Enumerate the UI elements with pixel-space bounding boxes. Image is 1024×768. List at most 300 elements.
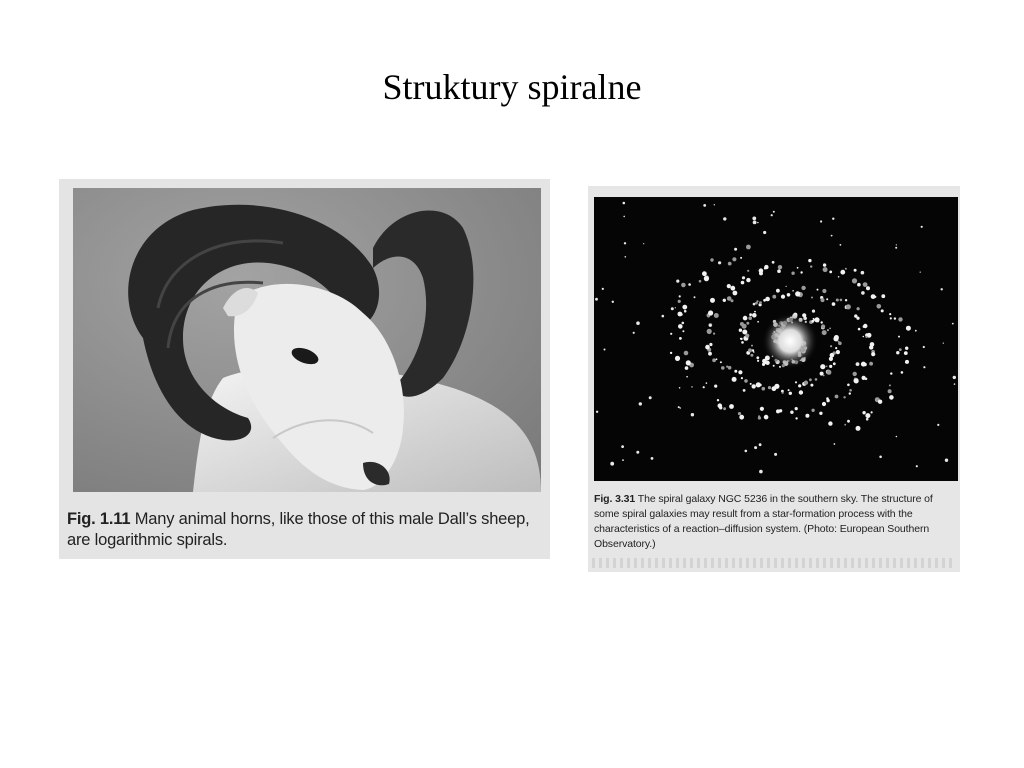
galaxy-arm-dot <box>836 299 839 302</box>
galaxy-arm-dot <box>862 411 865 414</box>
galaxy-arm-dot <box>863 282 868 287</box>
galaxy-arm-dot <box>721 366 725 370</box>
galaxy-arm-dot <box>764 415 769 420</box>
star-dot <box>595 298 598 301</box>
galaxy-arm-dot <box>748 316 752 320</box>
galaxy-arm-dot <box>854 379 859 384</box>
galaxy-arm-dot <box>828 421 832 425</box>
galaxy-arm-dot <box>726 366 728 368</box>
galaxy-arm-dot <box>678 300 681 303</box>
star-dot <box>703 204 706 207</box>
galaxy-arm-dot <box>826 298 828 300</box>
galaxy-arm-dot <box>747 270 749 272</box>
star-dot <box>649 396 652 399</box>
star-dot <box>772 261 775 264</box>
galaxy-arm-dot <box>756 382 761 387</box>
star-dot <box>921 226 923 228</box>
galaxy-arm-dot <box>877 304 882 309</box>
star-dot <box>759 470 763 474</box>
galaxy-arm-dot <box>688 283 691 286</box>
galaxy-arm-dot <box>714 385 717 388</box>
galaxy-arm-dot <box>709 324 712 327</box>
galaxy-arm-dot <box>762 387 766 391</box>
star-dot <box>757 321 759 323</box>
galaxy-arm-dot <box>823 375 825 377</box>
bleed-through-text <box>592 558 956 568</box>
star-dot <box>953 376 956 379</box>
star-dot <box>773 211 775 213</box>
galaxy-arm-dot <box>853 372 857 376</box>
galaxy-arm-dot <box>833 362 836 365</box>
galaxy-arm-dot <box>749 313 752 316</box>
star-dot <box>621 445 624 448</box>
galaxy-arm-dot <box>849 389 852 392</box>
galaxy-arm-dot <box>863 324 867 328</box>
star-dot <box>812 310 815 313</box>
star-dot <box>916 465 918 467</box>
galaxy-arm-dot <box>830 345 832 347</box>
star-dot <box>923 346 925 348</box>
galaxy-arm-dot <box>713 333 715 335</box>
star-dot <box>954 383 956 385</box>
star-dot <box>753 303 756 306</box>
star-dot <box>636 451 639 454</box>
star-dot <box>675 307 676 308</box>
star-dot <box>856 362 860 366</box>
galaxy-arm-dot <box>821 321 823 323</box>
galaxy-arm-dot <box>881 309 884 312</box>
galaxy-arm-dot <box>682 305 687 310</box>
figure-label: Fig. 1.11 <box>67 510 131 528</box>
star-dot <box>694 296 696 298</box>
star-dot <box>754 446 757 449</box>
galaxy-arm-dot <box>787 293 791 297</box>
galaxy-arm-dot <box>805 414 809 418</box>
galaxy-arm-dot <box>742 324 747 329</box>
galaxy-arm-dot <box>896 351 899 354</box>
galaxy-arm-dot <box>731 299 734 302</box>
caption-text: The spiral galaxy NGC 5236 in the southern sky. The structure of some spiral galaxies may result from a star-formation process with the characteristics of a reaction–diffusion system. (Photo: European Southern Observatory.) <box>594 493 933 550</box>
galaxy-arm-dot <box>762 359 767 364</box>
galaxy-arm-dot <box>889 313 891 315</box>
star-dot <box>937 424 939 426</box>
galaxy-arm-dot <box>846 304 851 309</box>
galaxy-arm-dot <box>734 370 737 373</box>
galaxy-arm-dot <box>838 342 842 346</box>
galaxy-arm-dot <box>865 413 870 418</box>
star-dot <box>678 406 680 408</box>
galaxy-arm-dot <box>789 392 792 395</box>
galaxy-arm-dot <box>678 324 683 329</box>
galaxy-arm-dot <box>822 289 826 293</box>
galaxy-arm-dot <box>857 283 861 287</box>
galaxy-arm-dot <box>906 326 911 331</box>
galaxy-arm-dot <box>847 420 850 423</box>
galaxy-arm-dot <box>723 299 726 302</box>
galaxy-arm-dot <box>738 412 741 415</box>
figure-label: Fig. 3.31 <box>594 493 636 505</box>
galaxy-arm-dot <box>811 409 814 412</box>
galaxy-arm-dot <box>823 267 828 272</box>
star-dot <box>671 307 674 310</box>
galaxy-arm-dot <box>808 259 811 262</box>
galaxy-arm-dot <box>703 386 705 388</box>
galaxy-arm-dot <box>708 352 712 356</box>
galaxy-arm-dot <box>730 286 735 291</box>
galaxy-arm-dot <box>739 415 744 420</box>
star-dot <box>633 332 635 334</box>
star-dot <box>723 217 726 220</box>
galaxy-arm-dot <box>765 297 770 302</box>
star-dot <box>896 436 898 438</box>
galaxy-arm-dot <box>858 328 861 331</box>
galaxy-arm-dot <box>754 311 756 313</box>
galaxy-arm-dot <box>773 365 775 367</box>
galaxy-arm-dot <box>854 269 857 272</box>
galaxy-arm-dot <box>898 336 900 338</box>
galaxy-arm-dot <box>732 377 737 382</box>
galaxy-arm-dot <box>871 294 876 299</box>
galaxy-arm-dot <box>821 298 825 302</box>
star-dot <box>838 276 840 278</box>
galaxy-arm-dot <box>788 389 790 391</box>
star-dot <box>786 286 787 287</box>
galaxy-arm-dot <box>704 276 709 281</box>
star-dot <box>774 453 777 456</box>
galaxy-arm-dot <box>760 407 764 411</box>
galaxy-arm-dot <box>845 268 847 270</box>
galaxy-arm-dot <box>744 379 748 383</box>
galaxy-arm-dot <box>712 358 716 362</box>
star-dot <box>622 459 624 461</box>
galaxy-arm-dot <box>733 291 738 296</box>
galaxy-arm-dot <box>835 395 839 399</box>
star-dot <box>625 256 627 258</box>
galaxy-arm-dot <box>799 390 803 394</box>
galaxy-arm-dot <box>899 348 902 351</box>
galaxy-arm-dot <box>835 347 837 349</box>
galaxy-arm-dot <box>772 295 776 299</box>
galaxy-arm-dot <box>750 383 752 385</box>
galaxy-arm-dot <box>774 384 779 389</box>
galaxy-arm-dot <box>820 364 825 369</box>
star-dot <box>771 214 773 216</box>
galaxy-photo <box>594 197 958 481</box>
star-dot <box>945 459 948 462</box>
galaxy-arm-dot <box>741 377 743 379</box>
star-dot <box>757 222 758 223</box>
star-dot <box>879 456 882 459</box>
galaxy-arm-dot <box>829 271 832 274</box>
star-dot <box>895 247 897 249</box>
star-dot <box>662 315 665 318</box>
galaxy-arm-dot <box>898 317 902 321</box>
star-dot <box>752 217 756 221</box>
galaxy-arm-dot <box>708 310 713 315</box>
galaxy-arm-dot <box>727 284 731 288</box>
galaxy-arm-dot <box>707 315 710 318</box>
star-dot <box>679 387 681 389</box>
galaxy-arm-dot <box>740 338 742 340</box>
galaxy-arm-dot <box>854 314 857 317</box>
star-dot <box>623 216 625 218</box>
galaxy-arm-dot <box>682 330 684 332</box>
galaxy-arm-dot <box>821 324 825 328</box>
galaxy-arm-dot <box>748 348 752 352</box>
galaxy-arm-dot <box>710 298 715 303</box>
galaxy-arm-dot <box>670 333 672 335</box>
star-dot <box>915 330 917 332</box>
galaxy-arm-dot <box>757 360 759 362</box>
sheep-photo <box>73 188 541 492</box>
galaxy-arm-dot <box>888 389 892 393</box>
galaxy-arm-dot <box>790 411 793 414</box>
galaxy-arm-dot <box>815 378 818 381</box>
galaxy-arm-dot <box>738 370 742 374</box>
galaxy-arm-dot <box>810 265 812 267</box>
galaxy-arm-dot <box>716 358 718 360</box>
galaxy-arm-dot <box>699 280 702 283</box>
galaxy-arm-dot <box>889 384 891 386</box>
star-dot <box>820 220 822 222</box>
galaxy-arm-dot <box>826 399 829 402</box>
galaxy-arm-dot <box>706 382 708 384</box>
sheep-illustration <box>73 188 541 492</box>
star-dot <box>952 323 954 325</box>
galaxy-arm-dot <box>670 352 672 354</box>
galaxy-arm-dot <box>878 400 882 404</box>
galaxy-arm-dot <box>901 371 904 374</box>
star-dot <box>831 235 833 237</box>
galaxy-arm-dot <box>871 411 873 413</box>
galaxy-arm-dot <box>822 402 826 406</box>
galaxy-arm-dot <box>829 328 831 330</box>
galaxy-arm-dot <box>732 257 736 261</box>
star-dot <box>651 457 654 460</box>
galaxy-arm-dot <box>829 365 832 368</box>
galaxy-arm-dot <box>723 407 726 410</box>
galaxy-arm-dot <box>904 351 908 355</box>
galaxy-arm-dot <box>751 345 753 347</box>
galaxy-arm-dot <box>752 313 757 318</box>
galaxy-arm-dot <box>691 386 693 388</box>
galaxy-arm-dot <box>795 407 798 410</box>
galaxy-arm-dot <box>866 286 870 290</box>
galaxy-arm-dot <box>710 258 713 261</box>
star-dot <box>636 321 640 325</box>
star-dot <box>734 248 737 251</box>
galaxy-arm-dot <box>707 329 712 334</box>
galaxy-arm-dot <box>826 366 828 368</box>
galaxy-arm-dot <box>871 352 875 356</box>
galaxy-caption <box>594 492 958 552</box>
star-dot <box>861 271 865 275</box>
star-dot <box>714 204 715 205</box>
galaxy-arm-dot <box>826 370 831 375</box>
galaxy-arm-dot <box>881 294 885 298</box>
galaxy-arm-dot <box>778 265 782 269</box>
galaxy-arm-dot <box>709 343 712 346</box>
galaxy-arm-dot <box>844 424 846 426</box>
galaxy-arm-dot <box>782 392 784 394</box>
star-dot <box>923 366 925 368</box>
galaxy-arm-dot <box>795 417 797 419</box>
galaxy-arm-dot <box>810 384 813 387</box>
star-dot <box>832 218 834 220</box>
galaxy-arm-dot <box>743 316 748 321</box>
galaxy-arm-dot <box>832 302 836 306</box>
galaxy-arm-dot <box>890 372 892 374</box>
galaxy-arm-dot <box>862 376 866 380</box>
star-dot <box>763 231 766 234</box>
star-dot <box>941 288 943 290</box>
galaxy-arm-dot <box>804 381 808 385</box>
galaxy-arm-dot <box>870 342 875 347</box>
galaxy-arm-dot <box>791 272 794 275</box>
galaxy-arm-dot <box>764 265 768 269</box>
galaxy-arm-dot <box>740 257 742 259</box>
galaxy-arm-dot <box>756 300 758 302</box>
star-dot <box>610 462 614 466</box>
star-dot <box>759 443 762 446</box>
galaxy-arm-dot <box>750 354 753 357</box>
star-dot <box>596 411 598 413</box>
galaxy-arm-dot <box>852 278 857 283</box>
star-dot <box>682 322 685 325</box>
star-dot <box>623 202 626 205</box>
star-dot <box>602 288 604 290</box>
galaxy-arm-dot <box>686 376 688 378</box>
galaxy-arm-dot <box>679 337 682 340</box>
star-dot <box>691 413 694 416</box>
galaxy-arm-dot <box>728 262 732 266</box>
star-dot <box>639 402 642 405</box>
galaxy-arm-dot <box>679 295 681 297</box>
star-dot <box>866 418 869 421</box>
galaxy-arm-dot <box>819 412 822 415</box>
galaxy-arm-dot <box>889 395 894 400</box>
star-dot <box>604 349 606 351</box>
caption-text: Many animal horns, like those of this male Dall’s sheep, are logarithmic spirals. <box>67 510 530 549</box>
galaxy-arm-dot <box>811 297 813 299</box>
star-dot <box>684 310 687 313</box>
galaxy-arm-dot <box>758 416 761 419</box>
star-dot <box>718 261 721 264</box>
star-dot <box>795 381 797 383</box>
galaxy-arm-dot <box>746 278 750 282</box>
galaxy-arm-dot <box>752 384 756 388</box>
galaxy-arm-dot <box>801 286 805 290</box>
star-dot <box>834 443 836 445</box>
sheep-caption <box>67 509 545 551</box>
galaxy-arm-dot <box>714 313 719 318</box>
galaxy-arm-dot <box>822 330 827 335</box>
star-dot <box>896 244 897 245</box>
galaxy-arm-dot <box>684 351 689 356</box>
star-dot <box>742 276 745 279</box>
galaxy-arm-dot <box>827 329 829 331</box>
galaxy-arm-dot <box>905 362 907 364</box>
galaxy-arm-dot <box>728 366 732 370</box>
galaxy-arm-dot <box>739 329 742 332</box>
galaxy-arm-dot <box>830 353 835 358</box>
galaxy-arm-dot <box>781 295 785 299</box>
star-dot <box>920 272 921 273</box>
galaxy-arm-dot <box>776 409 780 413</box>
galaxy-arm-dot <box>843 396 845 398</box>
galaxy-arm-dot <box>795 291 800 296</box>
galaxy-arm-dot <box>741 281 745 285</box>
galaxy-arm-dot <box>840 270 845 275</box>
galaxy-arm-dot <box>834 335 839 340</box>
galaxy-arm-dot <box>759 301 762 304</box>
galaxy-arm-dot <box>756 356 759 359</box>
star-dot <box>792 290 794 292</box>
galaxy-arm-dot <box>705 345 710 350</box>
galaxy-arm-dot <box>817 289 819 291</box>
galaxy-arm-dot <box>863 363 866 366</box>
figure-galaxy <box>588 186 960 572</box>
galaxy-arm-dot <box>768 386 771 389</box>
star-dot <box>745 450 748 453</box>
star-dot <box>840 244 842 246</box>
galaxy-illustration <box>594 197 958 481</box>
galaxy-arm-dot <box>814 317 819 322</box>
galaxy-arm-dot <box>776 289 780 293</box>
galaxy-arm-dot <box>718 403 723 408</box>
galaxy-arm-dot <box>729 404 734 409</box>
galaxy-arm-dot <box>849 392 851 394</box>
star-dot <box>753 221 757 225</box>
star-dot <box>943 343 944 344</box>
galaxy-arm-dot <box>798 384 801 387</box>
galaxy-arm-dot <box>752 349 754 351</box>
galaxy-arm-dot <box>845 299 847 301</box>
galaxy-arm-dot <box>894 317 896 319</box>
galaxy-arm-dot <box>746 322 749 325</box>
galaxy-arm-dot <box>823 263 826 266</box>
galaxy-arm-dot <box>746 245 751 250</box>
star-dot <box>643 243 644 244</box>
star-dot <box>624 242 626 244</box>
galaxy-arm-dot <box>686 360 691 365</box>
galaxy-arm-dot <box>809 378 812 381</box>
galaxy-arm-dot <box>685 366 689 370</box>
star-dot <box>743 389 746 392</box>
galaxy-arm-dot <box>741 341 744 344</box>
galaxy-arm-dot <box>863 336 865 338</box>
galaxy-arm-dot <box>720 361 722 363</box>
galaxy-arm-dot <box>759 268 764 273</box>
galaxy-arm-dot <box>675 356 680 361</box>
galaxy-arm-dot <box>890 317 892 319</box>
slide-title: Struktury spiralne <box>382 67 642 107</box>
galaxy-arm-dot <box>836 350 840 354</box>
galaxy-arm-dot <box>797 267 799 269</box>
figure-sheep <box>59 179 550 559</box>
galaxy-arm-dot <box>905 347 908 350</box>
star-dot <box>861 291 865 295</box>
galaxy-arm-dot <box>681 283 686 288</box>
galaxy-arm-dot <box>847 384 850 387</box>
galaxy-arm-dot <box>717 399 719 401</box>
galaxy-arm-dot <box>869 362 873 366</box>
galaxy-arm-dot <box>800 271 802 273</box>
galaxy-arm-dot <box>856 426 861 431</box>
galaxy-arm-dot <box>857 307 860 310</box>
galaxy-arm-dot <box>865 336 867 338</box>
galaxy-arm-dot <box>777 269 781 273</box>
